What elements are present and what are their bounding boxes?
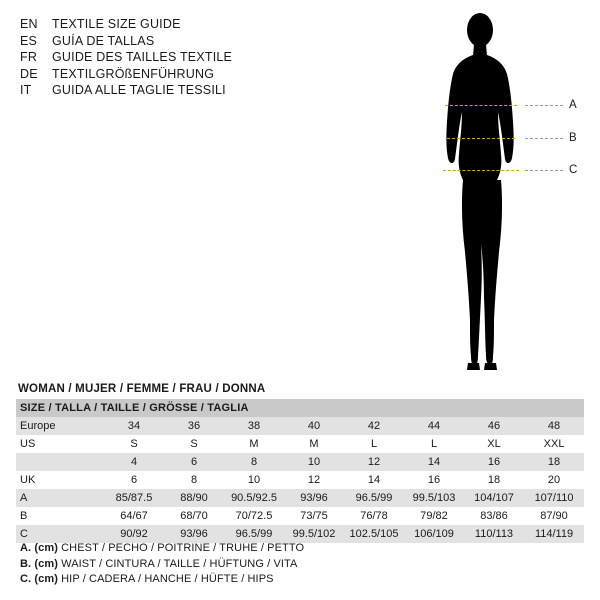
language-code-en: EN [20, 17, 38, 31]
row-label-uk: UK [16, 471, 104, 489]
cell: XL [464, 435, 524, 453]
language-row-de [20, 66, 350, 83]
cell: 12 [344, 453, 404, 471]
row-label-us: US [16, 435, 104, 453]
cell: 79/82 [404, 507, 464, 525]
cell: 18 [524, 453, 584, 471]
cell: 14 [404, 453, 464, 471]
cell: 42 [344, 417, 404, 435]
cell: 14 [344, 471, 404, 489]
table-row [16, 417, 584, 435]
cell: 93/96 [164, 525, 224, 543]
cell: 6 [104, 471, 164, 489]
cell: 16 [404, 471, 464, 489]
cell: 64/67 [104, 507, 164, 525]
cell: 83/86 [464, 507, 524, 525]
measure-label-b: B [569, 132, 577, 144]
cell: 85/87.5 [104, 489, 164, 507]
row-label-a: A [16, 489, 104, 507]
figure-area [400, 8, 590, 373]
table-row [16, 453, 584, 471]
cell: XXL [524, 435, 584, 453]
legend-text-c: HIP / CADERA / HANCHE / HÜFTE / HIPS [61, 573, 274, 585]
measure-label-a: A [569, 99, 577, 111]
cell: 99.5/102 [284, 525, 344, 543]
cell: 70/72.5 [224, 507, 284, 525]
cell: L [344, 435, 404, 453]
cell: 44 [404, 417, 464, 435]
female-silhouette-icon [420, 8, 540, 373]
measure-line-a [445, 105, 517, 106]
measure-leader-b [525, 138, 563, 139]
cell: 99.5/103 [404, 489, 464, 507]
cell: 76/78 [344, 507, 404, 525]
cell: 34 [104, 417, 164, 435]
cell: 110/113 [464, 525, 524, 543]
legend-text-a: CHEST / PECHO / POITRINE / TRUHE / PETTO [61, 542, 305, 554]
language-text-en: TEXTILE SIZE GUIDE [52, 17, 181, 31]
language-code-fr: FR [20, 50, 38, 64]
cell: 4 [104, 453, 164, 471]
cell: 73/75 [284, 507, 344, 525]
language-row-es [20, 33, 350, 50]
measurement-legend [20, 541, 420, 588]
cell: 36 [164, 417, 224, 435]
legend-row-b [20, 557, 420, 573]
cell: 48 [524, 417, 584, 435]
legend-key-b: B. (cm) [20, 557, 58, 570]
cell: 6 [164, 453, 224, 471]
row-label-c: C [16, 525, 104, 543]
measure-line-b [447, 138, 515, 139]
legend-key-a: A. (cm) [20, 542, 58, 554]
cell: 12 [284, 471, 344, 489]
cell: 16 [464, 453, 524, 471]
cell: 96.5/99 [224, 525, 284, 543]
row-label-us-numeric [16, 453, 104, 471]
cell: 10 [284, 453, 344, 471]
legend-row-a [20, 541, 420, 557]
table-row [16, 507, 584, 525]
measure-leader-a [525, 105, 563, 106]
legend-key-c: C. (cm) [20, 573, 58, 585]
language-row-en [20, 16, 350, 33]
size-table-wrap [16, 383, 584, 543]
cell: 90/92 [104, 525, 164, 543]
cell: S [164, 435, 224, 453]
row-label-europe: Europe [16, 417, 104, 435]
cell: 68/70 [164, 507, 224, 525]
cell: S [104, 435, 164, 453]
size-table [16, 399, 584, 543]
language-code-de: DE [20, 66, 38, 81]
table-header-row [16, 399, 584, 417]
measure-line-c [443, 170, 519, 171]
language-text-it: GUIDA ALLE TAGLIE TESSILI [52, 83, 226, 97]
cell: 46 [464, 417, 524, 435]
cell: 10 [224, 471, 284, 489]
language-row-fr [20, 49, 350, 66]
cell: 8 [164, 471, 224, 489]
cell: 38 [224, 417, 284, 435]
cell: 20 [524, 471, 584, 489]
row-label-b: B [16, 507, 104, 525]
cell: 40 [284, 417, 344, 435]
table-row [16, 489, 584, 507]
cell: 18 [464, 471, 524, 489]
table-header-label: SIZE / TALLA / TAILLE / GRÖSSE / TAGLIA [16, 399, 584, 417]
language-code-es: ES [20, 33, 38, 48]
cell: 87/90 [524, 507, 584, 525]
cell: 106/109 [404, 525, 464, 543]
cell: 90.5/92.5 [224, 489, 284, 507]
table-row [16, 435, 584, 453]
cell: 114/119 [524, 525, 584, 543]
cell: 104/107 [464, 489, 524, 507]
measure-leader-c [525, 170, 563, 171]
cell: 8 [224, 453, 284, 471]
cell: 88/90 [164, 489, 224, 507]
cell: 102.5/105 [344, 525, 404, 543]
cell: L [404, 435, 464, 453]
legend-row-c [20, 572, 420, 588]
language-row-it [20, 82, 350, 99]
cell: M [224, 435, 284, 453]
table-row [16, 471, 584, 489]
language-text-de: TEXTILGRÖßENFÜHRUNG [52, 66, 215, 81]
measure-label-c: C [569, 164, 578, 176]
language-text-es: GUÍA DE TALLAS [52, 33, 155, 48]
language-text-fr: GUIDE DES TAILLES TEXTILE [52, 50, 233, 64]
legend-text-b: WAIST / CINTURA / TAILLE / HÜFTUNG / VITA [61, 557, 298, 570]
language-title-block [20, 16, 350, 99]
table-caption: WOMAN / MUJER / FEMME / FRAU / DONNA [18, 383, 266, 395]
language-code-it: IT [20, 83, 32, 97]
cell: 93/96 [284, 489, 344, 507]
cell: 107/110 [524, 489, 584, 507]
cell: M [284, 435, 344, 453]
cell: 96.5/99 [344, 489, 404, 507]
